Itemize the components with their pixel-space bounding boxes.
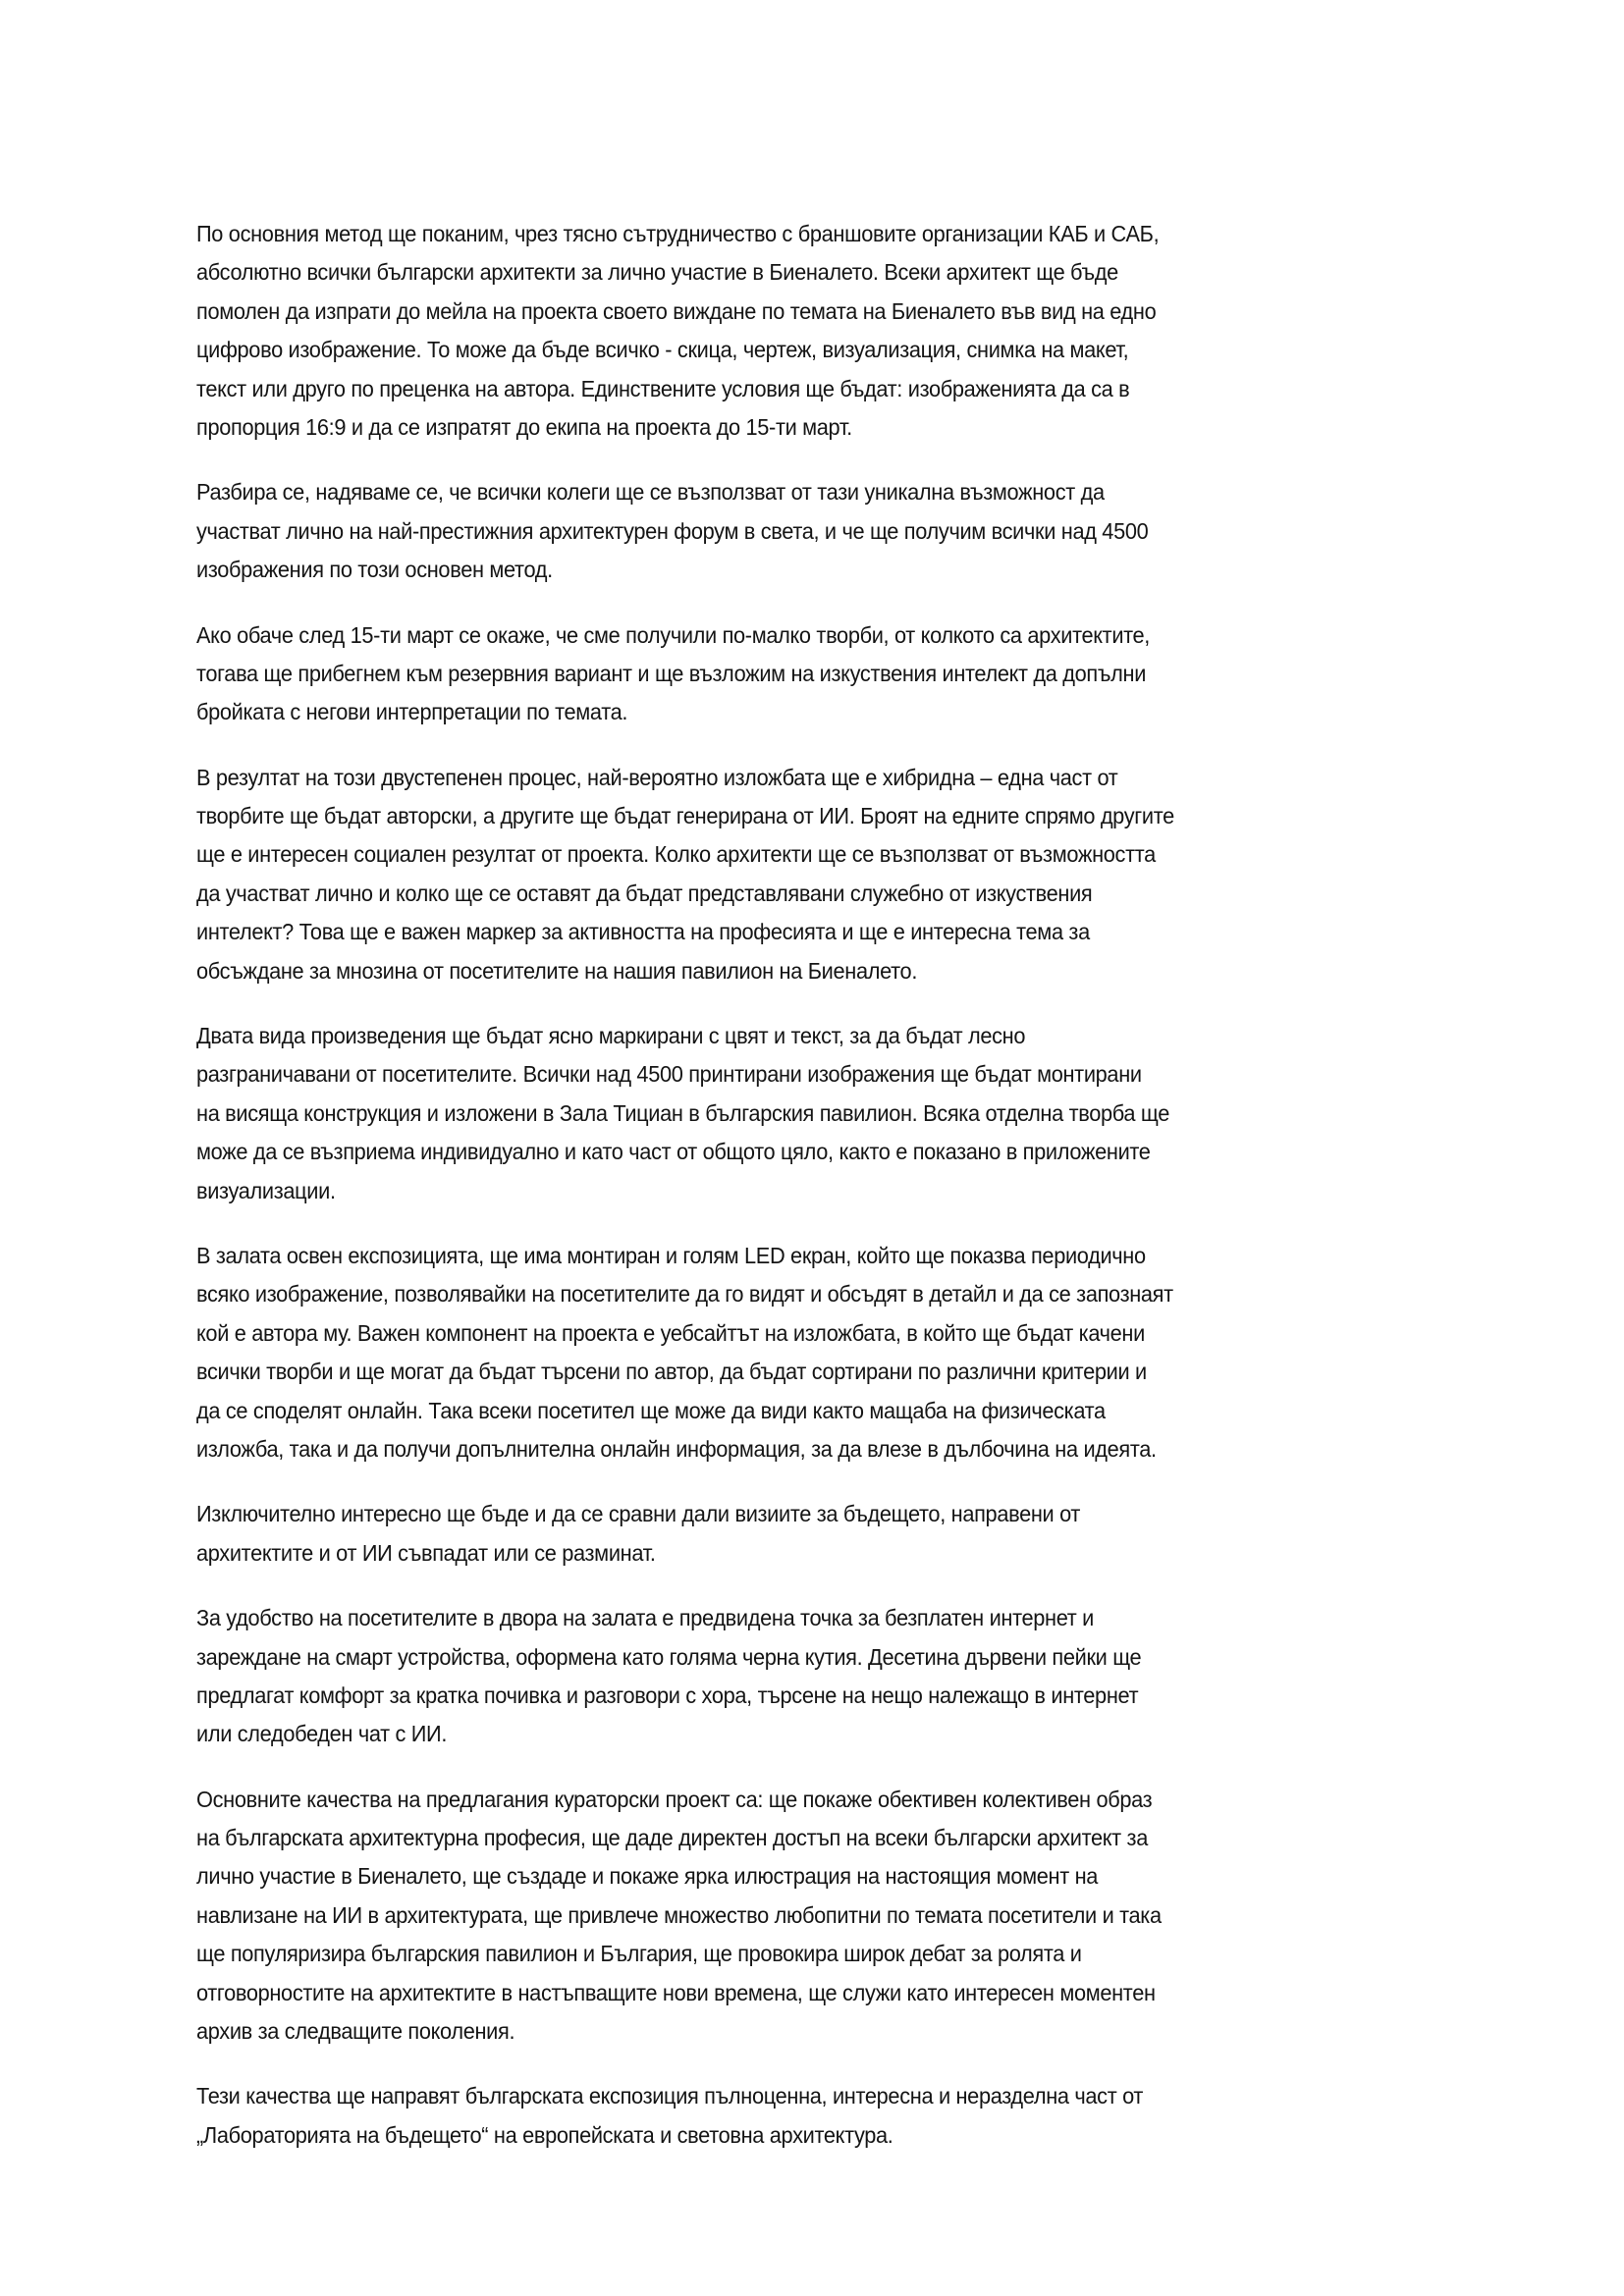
text-line: интелект? Това ще е важен маркер за активността на професията и ще е интересна тема за bbox=[196, 919, 1090, 945]
text-line: зареждане на смарт устройства, оформена като голяма черна кутия. Десетина дървени пейки ще bbox=[196, 1643, 1142, 1670]
text-line: всички творби и ще могат да бъдат търсени по автор, да бъдат сортирани по различни критерии и bbox=[196, 1359, 1147, 1385]
text-line: В залата освен експозицията, ще има монтиран и голям LED екран, който ще показва периодично bbox=[196, 1242, 1146, 1268]
text-line: предлагат комфорт за кратка почивка и разговори с хора, търсене на нещо належащо в интернет bbox=[196, 1682, 1139, 1708]
text-line: Разбира се, надяваме се, че всички колеги ще се възползват от тази уникална възможност да bbox=[196, 479, 1105, 506]
text-line: Двата вида произведения ще бъдат ясно маркирани с цвят и текст, за да бъдат лесно bbox=[196, 1023, 1026, 1049]
text-line: Тези качества ще направят българската експозиция пълноценна, интересна и неразделна част от bbox=[196, 2083, 1144, 2109]
text-line: В резултат на този двустепенен процес, най-вероятно изложбата ще е хибридна – една част от bbox=[196, 764, 1118, 790]
text-line: бройката с негови интерпретации по темата. bbox=[196, 699, 628, 725]
text-line: изображения по този основен метод. bbox=[196, 557, 553, 583]
text-line: навлизане на ИИ в архитектурата, ще привлече множество любопитни по темата посетители и така bbox=[196, 1901, 1162, 1928]
text-line: да се споделят онлайн. Така всеки посетител ще може да види както мащаба на физическата bbox=[196, 1397, 1106, 1423]
text-line: на българската архитектурна професия, ще даде директен достъп на всеки български архитект за bbox=[196, 1825, 1148, 1851]
paragraph bbox=[196, 473, 1473, 589]
paragraph bbox=[196, 2077, 1473, 2155]
text-line: пропорция 16:9 и да се изпратят до екипа на проекта до 15-ти март. bbox=[196, 413, 852, 440]
paragraph bbox=[196, 1237, 1473, 1468]
text-line: архитектите и от ИИ съвпадат или се разминат. bbox=[196, 1539, 656, 1566]
text-line: тогава ще прибегнем към резервния вариант и ще възложим на изкуствения интелект да допълни bbox=[196, 660, 1147, 686]
text-line: Основните качества на предлагания кураторски проект са: ще покаже обективен колективен образ bbox=[196, 1786, 1153, 1812]
text-line: да участват лично и колко ще се оставят да бъдат представлявани служебно от изкуствения bbox=[196, 880, 1093, 906]
text-line: текст или друго по преценка на автора. Единствените условия ще бъдат: изображенията да са в bbox=[196, 375, 1130, 401]
text-line: Ако обаче след 15-ти март се окаже, че сме получили по-малко творби, от колкото са архитектите, bbox=[196, 621, 1151, 648]
text-line: всяко изображение, позволявайки на посетителите да го видят и обсъдят в детайл и да се запознаят bbox=[196, 1281, 1173, 1308]
paragraph bbox=[196, 215, 1473, 447]
paragraph bbox=[196, 1599, 1473, 1754]
text-line: отговорностите на архитектите в настъпващите нови времена, ще служи като интересен моментен bbox=[196, 1979, 1156, 2005]
paragraph bbox=[196, 616, 1473, 732]
text-line: творбите ще бъдат авторски, а другите ще бъдат генерирана от ИИ. Броят на едните спрямо другите bbox=[196, 803, 1174, 829]
text-line: разграничавани от посетителите. Всички над 4500 принтирани изображения ще бъдат монтирани bbox=[196, 1061, 1142, 1088]
text-line: архив за следващите поколения. bbox=[196, 2018, 515, 2045]
paragraph bbox=[196, 759, 1473, 990]
text-line: може да се възприема индивидуално и като част от общото цяло, както е показано в приложените bbox=[196, 1139, 1151, 1165]
text-line: или следобеден чат с ИИ. bbox=[196, 1721, 448, 1747]
text-line: цифрово изображение. То може да бъде всичко - скица, чертеж, визуализация, снимка на макет, bbox=[196, 337, 1129, 363]
document-body bbox=[196, 215, 1473, 2181]
text-line: изложба, така и да получи допълнителна онлайн информация, за да влезе в дълбочина на идеята. bbox=[196, 1435, 1157, 1462]
text-line: участват лично на най-престижния архитектурен форум в света, и че ще получим всички над 4500 bbox=[196, 517, 1149, 544]
text-line: визуализации. bbox=[196, 1177, 336, 1203]
text-line: абсолютно всички български архитекти за лично участие в Биеналето. Всеки архитект ще бъде bbox=[196, 259, 1118, 286]
paragraph bbox=[196, 1017, 1473, 1210]
text-line: По основния метод ще поканим, чрез тясно сътрудничество с браншовите организации КАБ и САБ, bbox=[196, 221, 1160, 246]
text-line: лично участие в Биеналето, ще създаде и покаже ярка илюстрация на настоящия момент на bbox=[196, 1863, 1099, 1890]
paragraph bbox=[196, 1495, 1473, 1573]
text-line: кой е автора му. Важен компонент на проекта е уебсайтът на изложбата, в който ще бъдат качени bbox=[196, 1319, 1145, 1346]
text-line: обсъждане за мнозина от посетителите на нашия павилион на Биеналето. bbox=[196, 957, 918, 984]
text-line: Изключително интересно ще бъде и да се сравни дали визиите за бъдещето, направени от bbox=[196, 1501, 1081, 1527]
text-line: „Лабораторията на бъдещето“ на европейската и световна архитектура. bbox=[196, 2121, 893, 2148]
paragraph bbox=[196, 1781, 1473, 2052]
text-line: ще е интересен социален резултат от проекта. Колко архитекти ще се възползват от възможността bbox=[196, 841, 1156, 868]
text-line: на висяща конструкция и изложени в Зала Тициан в българския павилион. Всяка отделна творба ще bbox=[196, 1099, 1170, 1126]
text-line: ще популяризира българския павилион и България, ще провокира широк дебат за ролята и bbox=[196, 1941, 1082, 1967]
text-line: помолен да изпрати до мейла на проекта своето виждане по темата на Биеналето във вид на едно bbox=[196, 297, 1157, 324]
text-line: За удобство на посетителите в двора на залата е предвидена точка за безплатен интернет и bbox=[196, 1605, 1094, 1631]
